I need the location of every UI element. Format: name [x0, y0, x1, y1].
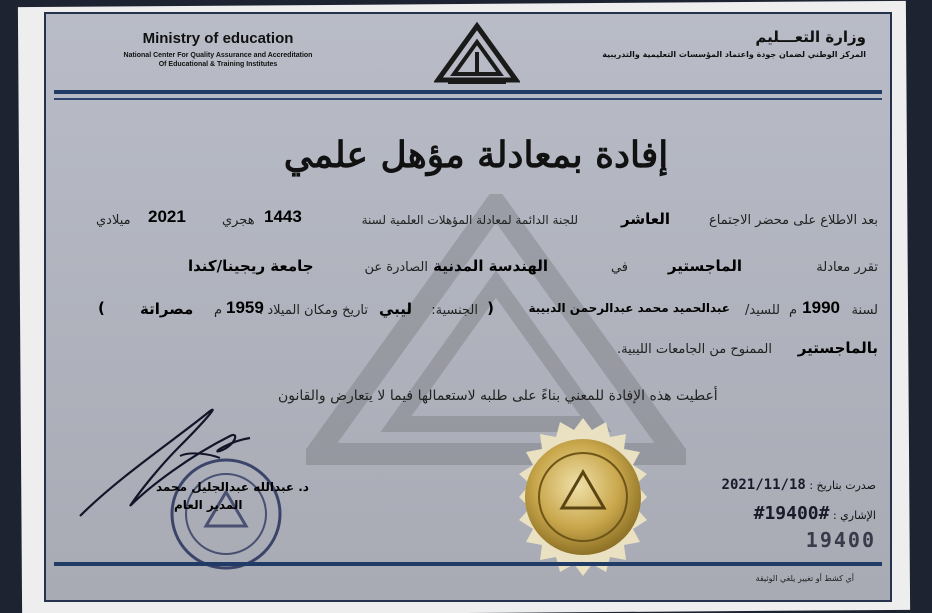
gregorian-year: 2021	[148, 207, 186, 226]
committee-text: للجنة الدائمة لمعادلة المؤهلات العلمية لسنة	[361, 213, 578, 227]
issued-date-label: صدرت بتاريخ :	[809, 479, 876, 492]
header-rule-thin	[54, 98, 882, 100]
open-paren: (	[487, 299, 494, 317]
holder-name: عبدالحميد محمد عبدالرحمن الدبيبة	[528, 301, 730, 315]
equivalent-degree: بالماجستير	[797, 339, 878, 357]
granted-text: الممنوح من الجامعات الليبية.	[617, 342, 772, 357]
signatory-role: المدير العام	[174, 498, 243, 512]
nationality-label: الجنسية:	[431, 303, 478, 318]
meeting-number: العاشر	[621, 210, 670, 228]
in-text: في	[610, 260, 628, 275]
english-center-line2: Of Educational & Training Institutes	[158, 61, 278, 68]
hijri-year: 1443	[264, 207, 302, 226]
header-rule	[54, 90, 882, 94]
arabic-header	[566, 28, 866, 59]
graduation-year-suffix: م	[788, 303, 797, 318]
arabic-ministry-title: وزارة التعـــليم	[755, 28, 866, 46]
field-name: الهندسة المدنية	[433, 257, 548, 275]
footer-note: أي كشط أو تغيير يلغي الوثيقة	[755, 574, 854, 583]
nationality-value: ليبي	[378, 300, 412, 318]
decide-text: تقرر معادلة	[816, 260, 878, 275]
arabic-center-line: المركز الوطني لضمان جودة واعتماد المؤسسات التعليمية والتدريبية	[602, 50, 866, 59]
miladi-label: ميلادي	[96, 213, 131, 228]
graduation-year: 1990	[802, 298, 840, 317]
signatory-name: د. عبدالله عبدالجليل محمد	[156, 480, 309, 494]
index-label: الإشاري :	[832, 509, 876, 522]
issued-date: 2021/11/18	[721, 477, 806, 493]
round-stamp-icon	[166, 454, 286, 574]
birth-label: تاريخ ومكان الميلاد :	[258, 303, 368, 318]
issued-from-text: الصادرة عن	[364, 260, 428, 275]
usage-statement: أعطيت هذه الإفادة للمعني بناءً على طلبه لاستعمالها فيما لا يتعارض والقانون	[278, 388, 718, 404]
year-label: لسنة	[851, 303, 878, 318]
document-title: إفادة بمعادلة مؤهل علمي	[283, 134, 669, 176]
english-ministry-title: Ministry of education	[142, 30, 294, 47]
english-header	[98, 30, 338, 69]
hijri-label: هجري	[222, 213, 255, 228]
birth-place: مصراتة	[140, 300, 194, 318]
stamped-number: 19400	[805, 528, 876, 552]
certificate-document	[44, 12, 892, 602]
footer-rule	[54, 562, 882, 566]
english-center-line1: National Center For Quality Assurance and Accreditation	[123, 52, 313, 59]
mr-label: للسيد/	[745, 303, 780, 318]
ministry-logo-icon	[434, 22, 520, 88]
degree-name: الماجستير	[667, 257, 742, 275]
birth-year: 1959	[226, 298, 264, 317]
issued-block	[686, 477, 876, 552]
birth-year-suffix: م	[214, 303, 223, 318]
university-name: جامعة ريجينا/كندا	[188, 257, 314, 275]
gold-seal-icon	[502, 416, 664, 578]
line-meeting-prefix: بعد الاطلاع على محضر الاجتماع	[708, 213, 878, 228]
close-paren: )	[98, 299, 105, 317]
index-number: #19400#	[753, 503, 830, 524]
